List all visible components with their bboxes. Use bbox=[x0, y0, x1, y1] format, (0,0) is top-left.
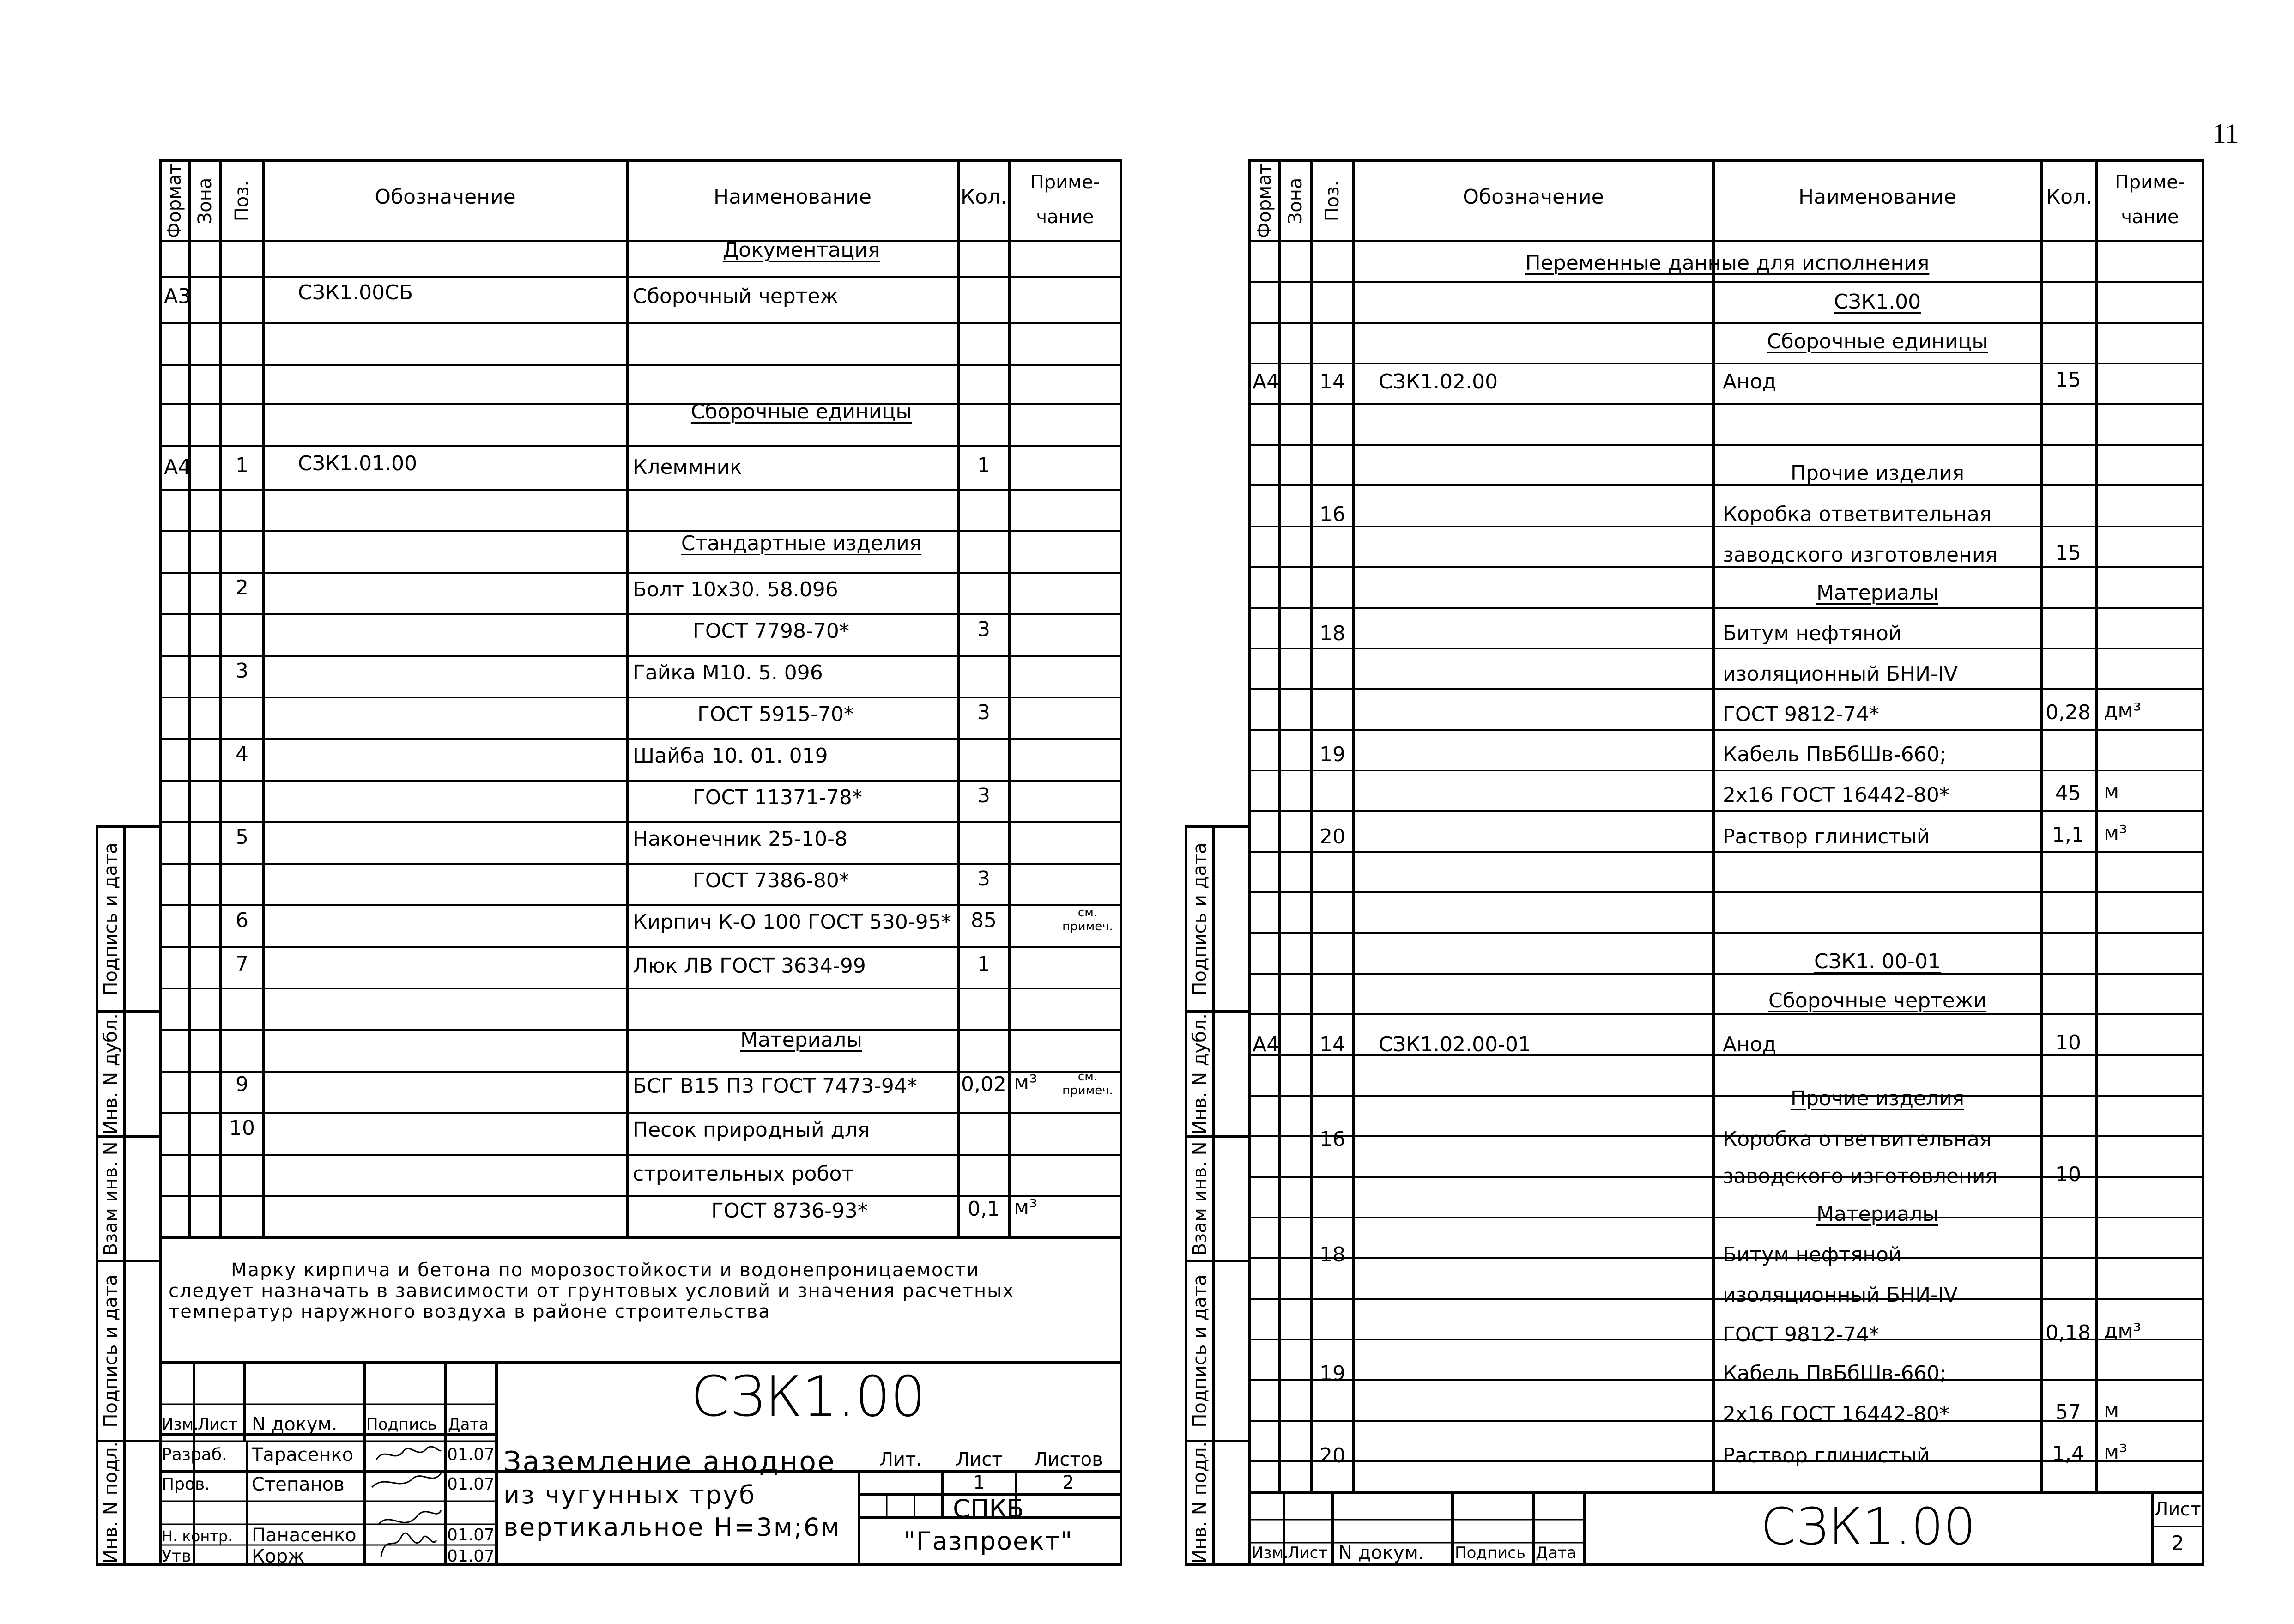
item-name: Битум нефтяной bbox=[1723, 1243, 1902, 1266]
item-name: Наконечник 25-10-8 bbox=[633, 827, 848, 851]
header-note-1: Приме- bbox=[2115, 172, 2185, 193]
header-note-2: чание bbox=[2121, 206, 2179, 228]
item-name: ГОСТ 9812-74* bbox=[1723, 1323, 1879, 1346]
note-line: температур наружного воздуха в районе строительства bbox=[169, 1301, 771, 1322]
org-name-2: "Газпроект" bbox=[903, 1527, 1073, 1556]
stamp-person: Степанов bbox=[252, 1474, 345, 1495]
header-name: Наименование bbox=[1798, 185, 1956, 209]
stamp-role: Разраб. bbox=[162, 1445, 227, 1464]
quantity-cell: 1 bbox=[977, 952, 990, 976]
quantity-cell: 3 bbox=[977, 867, 990, 891]
unit-cell: м³ bbox=[1014, 1071, 1037, 1094]
stamp-date: 01.07 bbox=[447, 1475, 495, 1494]
page-number: 11 bbox=[2212, 118, 2239, 149]
item-name: Коробка ответвительная bbox=[1723, 503, 1992, 526]
item-name: Раствор глинистый bbox=[1723, 1444, 1930, 1467]
quantity-cell: 3 bbox=[977, 618, 990, 641]
note-ref: примеч. bbox=[1062, 1084, 1113, 1097]
item-name: БСГ В15 П3 ГОСТ 7473-94* bbox=[633, 1074, 917, 1098]
header-designation: Обозначение bbox=[1463, 185, 1604, 209]
drawing-code: СЗК1.00 bbox=[690, 1365, 926, 1429]
section-heading: Сборочные чертежи bbox=[1768, 989, 1987, 1012]
stamp-role: Пров. bbox=[162, 1475, 210, 1494]
format-cell: А4 bbox=[164, 455, 191, 479]
stamp-h-data: Дата bbox=[1536, 1544, 1577, 1562]
section-heading: Сборочные единицы bbox=[1767, 330, 1988, 353]
stamp-date: 01.07 bbox=[447, 1547, 495, 1566]
drawing-code: СЗК1.00 bbox=[1761, 1497, 1976, 1556]
side-label-inv-dubl: Инв. N дубл. bbox=[100, 1013, 121, 1134]
quantity-cell: 45 bbox=[2055, 782, 2081, 805]
item-name: Гайка М10. 5. 096 bbox=[633, 661, 823, 685]
section-heading: Сборочные единицы bbox=[690, 400, 912, 424]
item-name: Коробка ответвительная bbox=[1723, 1127, 1992, 1151]
note-ref: см. bbox=[1077, 1070, 1098, 1084]
section-heading: Прочие изделия bbox=[1790, 1087, 1965, 1110]
stamp-lit-label: Лит. bbox=[879, 1449, 922, 1470]
position-number: 14 bbox=[1320, 370, 1345, 394]
stamp-h-podp: Подпись bbox=[366, 1415, 437, 1434]
position-number: 4 bbox=[236, 742, 248, 766]
stamp-listov-value: 2 bbox=[1062, 1472, 1074, 1493]
header-designation: Обозначение bbox=[375, 185, 516, 209]
position-number: 14 bbox=[1320, 1033, 1345, 1056]
stamp-h-data: Дата bbox=[448, 1415, 489, 1434]
section-heading: Материалы bbox=[1816, 581, 1938, 605]
position-number: 18 bbox=[1320, 1243, 1345, 1266]
stamp-h-ndok: N докум. bbox=[1338, 1542, 1424, 1563]
item-name: заводского изготовления bbox=[1723, 1164, 1997, 1188]
header-note-1: Приме- bbox=[1030, 172, 1100, 193]
item-name: 2x16 ГОСТ 16442-80* bbox=[1723, 1402, 1949, 1426]
quantity-cell: 15 bbox=[2055, 541, 2081, 565]
item-name: Раствор глинистый bbox=[1723, 825, 1930, 848]
side-label-podp-data: Подпись и дата bbox=[1189, 1274, 1211, 1428]
designation-cell: СЗК1.01.00 bbox=[298, 452, 418, 475]
header-format: Формат bbox=[164, 163, 185, 239]
item-name: 2x16 ГОСТ 16442-80* bbox=[1723, 783, 1949, 807]
note-ref: примеч. bbox=[1062, 920, 1113, 933]
item-name: Клеммник bbox=[633, 455, 742, 479]
position-number: 2 bbox=[236, 576, 248, 600]
note-line: Марку кирпича и бетона по морозостойкости и водонепроницаемости bbox=[231, 1260, 980, 1281]
stamp-list-label: Лист bbox=[2154, 1499, 2201, 1520]
header-pos: Поз. bbox=[1322, 180, 1343, 222]
designation-cell: СЗК1.02.00-01 bbox=[1379, 1033, 1531, 1056]
side-label-podp-data: Подпись и дата bbox=[100, 1274, 121, 1428]
unit-cell: дм³ bbox=[2104, 1319, 2142, 1343]
position-number: 6 bbox=[236, 909, 248, 932]
position-number: 7 bbox=[236, 952, 248, 976]
item-name: Анод bbox=[1723, 1033, 1777, 1056]
item-name: ГОСТ 11371-78* bbox=[693, 786, 862, 809]
quantity-cell: 15 bbox=[2055, 368, 2081, 392]
side-label-inv-podl: Инв. N подл. bbox=[1189, 1441, 1211, 1564]
format-cell: А4 bbox=[1253, 1033, 1280, 1056]
drawing-title-3: вертикальное Н=3м;6м bbox=[503, 1513, 841, 1542]
section-heading: Стандартные изделия bbox=[681, 532, 922, 555]
header-qty: Кол. bbox=[960, 185, 1007, 209]
item-name: Кабель ПвБбШв-660; bbox=[1723, 1362, 1947, 1385]
unit-cell: м³ bbox=[1014, 1195, 1037, 1219]
stamp-list-value: 2 bbox=[2171, 1532, 2184, 1555]
quantity-cell: 85 bbox=[971, 909, 997, 932]
stamp-h-list: Лист bbox=[198, 1415, 238, 1434]
drawing-title-1: Заземление анодное bbox=[503, 1446, 836, 1478]
side-label-inv-dubl: Инв. N дубл. bbox=[1189, 1013, 1211, 1134]
quantity-cell: 3 bbox=[977, 701, 990, 724]
stamp-date: 01.07 bbox=[447, 1445, 495, 1464]
stamp-person: Панасенко bbox=[252, 1525, 357, 1546]
stamp-h-ndok: N докум. bbox=[252, 1414, 338, 1435]
quantity-cell: 10 bbox=[2055, 1031, 2081, 1054]
side-label-inv-podl: Инв. N подл. bbox=[100, 1441, 121, 1564]
stamp-date: 01.07 bbox=[447, 1526, 495, 1545]
section-heading: СЗК1.00 bbox=[1834, 290, 1921, 314]
position-number: 16 bbox=[1320, 503, 1345, 526]
position-number: 16 bbox=[1320, 1127, 1345, 1151]
header-format: Формат bbox=[1254, 163, 1275, 239]
header-zone: Зона bbox=[1285, 177, 1306, 224]
quantity-cell: 0,18 bbox=[2046, 1321, 2091, 1345]
position-number: 9 bbox=[236, 1073, 248, 1096]
quantity-cell: 3 bbox=[977, 784, 990, 807]
item-name: строительных робот bbox=[633, 1162, 854, 1186]
header-zone: Зона bbox=[194, 177, 216, 224]
unit-cell: м³ bbox=[2104, 821, 2127, 845]
section-heading: Материалы bbox=[1816, 1202, 1938, 1226]
quantity-cell: 0,02 bbox=[961, 1073, 1006, 1096]
section-heading: Переменные данные для исполнения bbox=[1525, 251, 1930, 275]
item-name: ГОСТ 7386-80* bbox=[693, 869, 849, 892]
unit-cell: м³ bbox=[2104, 1440, 2127, 1464]
format-cell: А4 bbox=[1253, 370, 1280, 394]
stamp-h-izm: Изм. bbox=[1252, 1544, 1289, 1562]
item-name: Битум нефтяной bbox=[1723, 622, 1902, 645]
unit-cell: м bbox=[2104, 780, 2119, 803]
stamp-list-label: Лист bbox=[956, 1449, 1003, 1470]
designation-cell: СЗК1.02.00 bbox=[1379, 370, 1498, 394]
stamp-person: Тарасенко bbox=[252, 1444, 354, 1466]
position-number: 19 bbox=[1320, 1362, 1345, 1385]
drawing-title-2: из чугунных труб bbox=[503, 1480, 756, 1509]
side-label-vzam-inv: Взам инв. N bbox=[1189, 1141, 1211, 1256]
item-name: изоляционный БНИ-IV bbox=[1723, 662, 1958, 686]
quantity-cell: 10 bbox=[2055, 1163, 2081, 1186]
stamp-role: Н. контр. bbox=[162, 1527, 233, 1545]
position-number: 5 bbox=[236, 825, 248, 849]
stamp-h-izm: Изм. bbox=[162, 1415, 199, 1434]
stamp-h-podp: Подпись bbox=[1455, 1544, 1525, 1562]
header-name: Наименование bbox=[714, 185, 872, 209]
item-name: Анод bbox=[1723, 370, 1777, 394]
unit-cell: дм³ bbox=[2104, 699, 2142, 722]
side-label-podp-data: Подпись и дата bbox=[100, 842, 121, 996]
position-number: 10 bbox=[229, 1116, 255, 1140]
quantity-cell: 1 bbox=[977, 454, 990, 477]
item-name: ГОСТ 8736-93* bbox=[711, 1199, 868, 1223]
section-heading: Материалы bbox=[740, 1028, 862, 1052]
unit-cell: м bbox=[2104, 1399, 2119, 1422]
position-number: 3 bbox=[236, 659, 248, 683]
item-name: Сборочный чертеж bbox=[633, 285, 839, 308]
item-name: Люк ЛВ ГОСТ 3634-99 bbox=[633, 954, 866, 978]
header-qty: Кол. bbox=[2046, 185, 2093, 209]
position-number: 20 bbox=[1320, 825, 1345, 848]
quantity-cell: 1,4 bbox=[2052, 1442, 2084, 1466]
stamp-person: Корж bbox=[252, 1546, 305, 1567]
side-label-vzam-inv: Взам инв. N bbox=[100, 1141, 121, 1256]
header-pos: Поз. bbox=[231, 180, 253, 222]
item-name: Песок природный для bbox=[633, 1118, 870, 1142]
quantity-cell: 0,28 bbox=[2046, 701, 2091, 724]
stamp-list-value: 1 bbox=[973, 1472, 985, 1493]
quantity-cell: 0,1 bbox=[968, 1197, 1000, 1221]
section-heading: СЗК1. 00-01 bbox=[1814, 950, 1941, 973]
item-name: Кабель ПвБбШв-660; bbox=[1723, 743, 1947, 766]
position-number: 1 bbox=[236, 454, 248, 477]
position-number: 20 bbox=[1320, 1444, 1345, 1467]
item-name: ГОСТ 5915-70* bbox=[697, 703, 854, 726]
stamp-h-list: Лист bbox=[1288, 1544, 1328, 1562]
item-name: Болт 10x30. 58.096 bbox=[633, 578, 838, 601]
quantity-cell: 1,1 bbox=[2052, 823, 2084, 847]
side-label-podp-data: Подпись и дата bbox=[1189, 842, 1211, 996]
item-name: ГОСТ 7798-70* bbox=[693, 619, 849, 643]
item-name: изоляционный БНИ-IV bbox=[1723, 1283, 1958, 1307]
stamp-role: Утв. bbox=[162, 1547, 197, 1566]
item-name: заводского изготовления bbox=[1723, 543, 1997, 567]
position-number: 18 bbox=[1320, 622, 1345, 645]
header-note-2: чание bbox=[1036, 206, 1094, 228]
item-name: ГОСТ 9812-74* bbox=[1723, 703, 1879, 726]
section-heading: Документация bbox=[722, 238, 880, 262]
format-cell: А3 bbox=[164, 285, 191, 308]
org-name-1: СПКБ bbox=[953, 1494, 1024, 1523]
position-number: 19 bbox=[1320, 743, 1345, 766]
stamp-listov-label: Листов bbox=[1034, 1449, 1103, 1470]
quantity-cell: 57 bbox=[2055, 1400, 2081, 1424]
note-line: следует назначать в зависимости от грунтовых условий и значения расчетных bbox=[169, 1280, 1015, 1302]
item-name: Кирпич К-О 100 ГОСТ 530-95* bbox=[633, 910, 951, 934]
item-name: Шайба 10. 01. 019 bbox=[633, 744, 828, 768]
note-ref: см. bbox=[1077, 906, 1098, 920]
designation-cell: СЗК1.00СБ bbox=[298, 281, 413, 304]
section-heading: Прочие изделия bbox=[1790, 461, 1965, 485]
